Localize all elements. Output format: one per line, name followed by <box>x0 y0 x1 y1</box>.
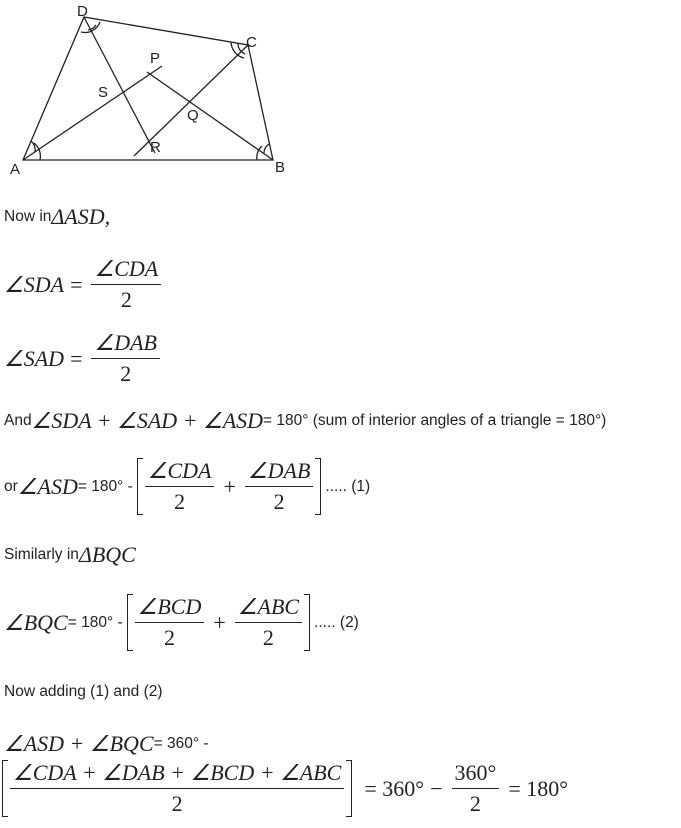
text: = 360° - <box>153 735 209 752</box>
plus-sign: + <box>213 609 226 635</box>
math-angle-sum: ∠SDA + ∠SAD + ∠ASD <box>31 408 264 433</box>
equation-sda <box>4 256 164 313</box>
text: Now adding (1) and (2) <box>4 683 163 700</box>
quadrilateral-figure <box>0 0 300 185</box>
numerator: 360° <box>454 760 497 785</box>
math-triangle-bqc: ΔBQC <box>78 542 136 567</box>
denominator: 2 <box>273 489 285 514</box>
math-lhs: ∠SDA <box>4 271 65 297</box>
bracket-group <box>2 760 352 817</box>
label-r: R <box>150 139 161 156</box>
equation-1 <box>4 458 370 515</box>
line-angle-sum <box>4 408 606 434</box>
numerator: ∠DAB <box>247 458 311 483</box>
numerator: ∠DAB <box>94 330 157 355</box>
label-q: Q <box>187 107 199 124</box>
label-d: D <box>77 3 88 20</box>
numerator: ∠CDA <box>94 256 159 281</box>
angle-arc-d <box>81 22 100 33</box>
math-asd: ∠ASD <box>17 473 78 499</box>
text: Now in <box>4 208 52 225</box>
line-now-adding <box>4 683 163 701</box>
fraction <box>452 760 500 817</box>
text: = 180° (sum of interior angles of a triangle = 180°) <box>263 412 607 429</box>
numerator: ∠CDA <box>147 458 212 483</box>
fraction <box>135 594 205 651</box>
label-b: B <box>275 159 286 176</box>
label-a: A <box>10 161 21 178</box>
equals-360: = 360° <box>364 775 425 801</box>
line-similarly <box>4 542 136 568</box>
equals-sign: = <box>70 271 83 297</box>
equals-180: = 180° <box>508 775 569 801</box>
numerator: ∠BCD <box>137 594 202 619</box>
denominator: 2 <box>174 489 186 514</box>
equals-sign: = <box>70 345 83 371</box>
denominator: 2 <box>163 625 175 650</box>
minus-sign: − <box>430 775 443 801</box>
bracket-group <box>127 594 310 651</box>
denominator: 2 <box>262 625 274 650</box>
denominator: 2 <box>469 791 481 816</box>
fraction <box>235 594 302 651</box>
text: = 180° - <box>77 477 133 495</box>
fraction <box>91 256 161 313</box>
bisector-d <box>84 17 155 153</box>
math-lhs: ∠SAD <box>4 345 65 371</box>
denominator: 2 <box>120 287 132 312</box>
math-bqc: ∠BQC <box>4 609 68 635</box>
denominator: 2 <box>171 791 183 816</box>
equation-sad <box>4 330 163 387</box>
numerator: ∠CDA + ∠DAB + ∠BCD + ∠ABC <box>13 760 342 785</box>
math-asd-plus-bqc: ∠ASD + ∠BQC <box>4 731 154 756</box>
label-c: C <box>246 34 257 51</box>
fraction <box>10 760 344 817</box>
fraction <box>245 458 314 515</box>
bisector-b <box>147 72 273 160</box>
angle-arc-b <box>264 144 269 153</box>
line-sum-angles <box>4 731 209 757</box>
label-p: P <box>150 50 161 67</box>
denominator: 2 <box>120 361 132 386</box>
bisector-a <box>23 66 162 160</box>
equation-number: ..... (1) <box>325 477 371 495</box>
fraction <box>145 458 215 515</box>
equation-final <box>2 760 568 817</box>
text: Similarly in <box>4 546 79 563</box>
math-triangle-asd: ΔASD, <box>51 204 111 229</box>
fraction <box>91 330 160 387</box>
text: or <box>4 477 18 495</box>
plus-sign: + <box>223 473 236 499</box>
bracket-group <box>137 458 322 515</box>
line-now-in <box>4 204 110 230</box>
text: And <box>4 412 32 429</box>
numerator: ∠ABC <box>237 594 300 619</box>
text: = 180° - <box>67 613 123 631</box>
angle-arc-b <box>257 146 262 160</box>
label-s: S <box>98 84 109 101</box>
equation-2 <box>4 594 359 651</box>
equation-number: ..... (2) <box>314 613 359 631</box>
